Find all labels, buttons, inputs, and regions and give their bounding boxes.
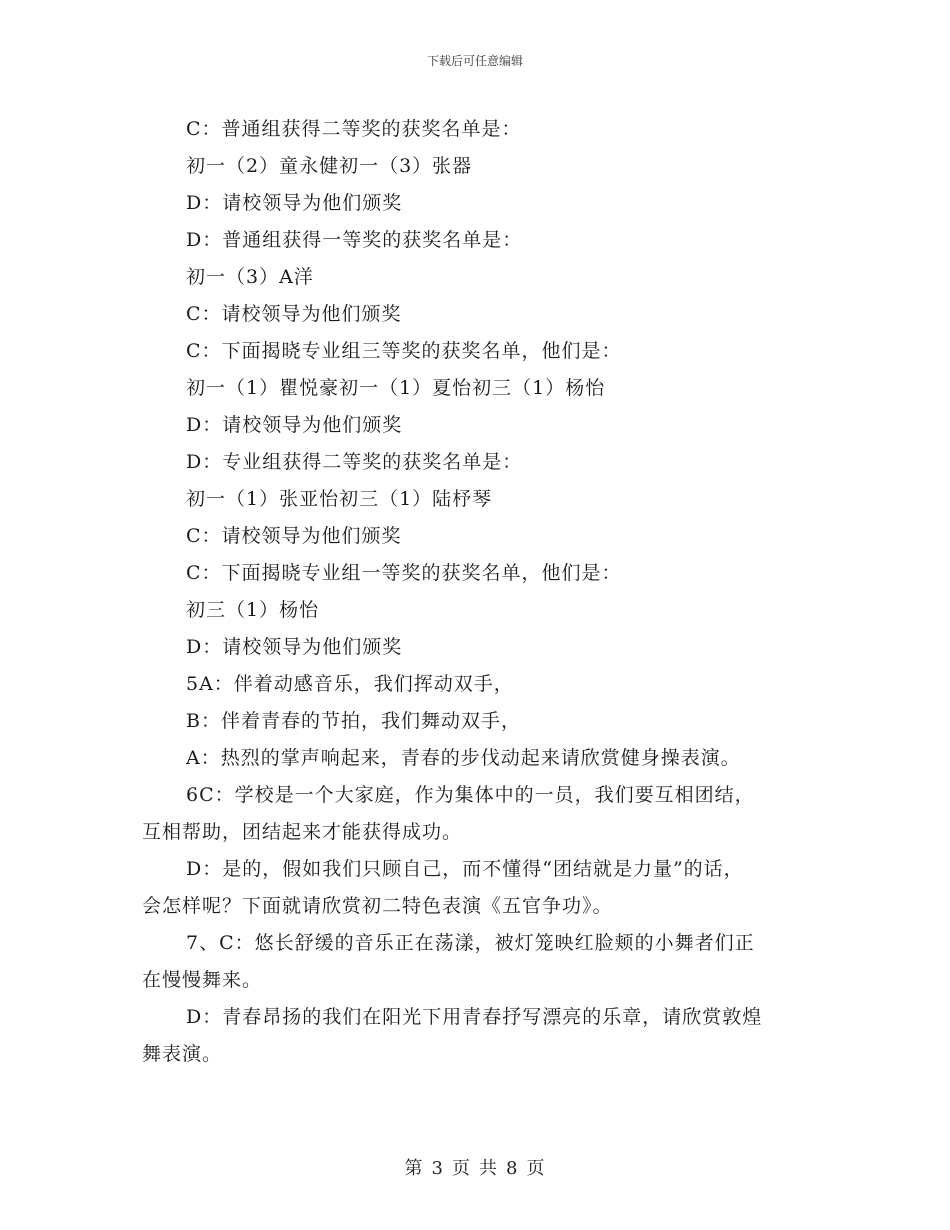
paragraph: [142, 999, 810, 1073]
page-header: 下载后可任意编辑: [426, 54, 523, 68]
text-line: 5A：伴着动感音乐，我们挥动双手，: [186, 673, 514, 695]
paragraph-continuation: 在慢慢舞来。: [142, 969, 263, 991]
text-line: 初一（1）瞿悦豪初一（1）夏怡初三（1）杨怡: [186, 377, 606, 399]
paragraph: [142, 777, 810, 851]
total-label: 共: [479, 1158, 498, 1179]
paragraph: [142, 851, 810, 925]
text-line: D：请校领导为他们颁奖: [186, 636, 403, 658]
paragraph-first-line: D：青春昂扬的我们在阳光下用青春抒写漂亮的乐章，请欣赏敦煌: [186, 1006, 763, 1028]
text-line: D：普通组获得一等奖的获奖名单是：: [186, 229, 523, 251]
paragraph-first-line: 7、C：悠长舒缓的音乐正在荡漾，被灯笼映红脸颊的小舞者们正: [186, 932, 755, 954]
text-line: 初一（1）张亚怡初三（1）陆杼琴: [186, 488, 493, 510]
text-line: 初一（3）A洋: [186, 266, 314, 288]
page-unit-label: 页: [452, 1158, 471, 1179]
text-line: D：专业组获得二等奖的获奖名单是：: [186, 451, 523, 473]
document-body: [142, 111, 810, 1073]
page-footer: [0, 1154, 950, 1180]
total-page-number: 8: [506, 1158, 519, 1179]
page-unit-label: 页: [526, 1158, 546, 1179]
page-label: 第: [404, 1158, 424, 1179]
text-line: C：请校领导为他们颁奖: [186, 525, 402, 547]
paragraph-continuation: 舞表演。: [142, 1043, 223, 1065]
text-line: B：伴着青春的节拍，我们舞动双手，: [186, 710, 521, 732]
text-line: C：普通组获得二等奖的获奖名单是：: [186, 118, 522, 140]
text-line: 初一（2）童永健初一（3）张器: [186, 155, 473, 177]
paragraph: [142, 925, 810, 999]
paragraph-continuation: 会怎样呢？下面就请欣赏初二特色表演《五官争功》。: [142, 895, 613, 917]
text-line: C：请校领导为他们颁奖: [186, 303, 402, 325]
paragraph-continuation: 互相帮助，团结起来才能获得成功。: [142, 821, 463, 843]
text-line: C：下面揭晓专业组三等奖的获奖名单，他们是：: [186, 340, 622, 362]
paragraph-first-line: D：是的，假如我们只顾自己，而不懂得“团结就是力量”的话，: [186, 858, 744, 880]
text-line: C：下面揭晓专业组一等奖的获奖名单，他们是：: [186, 562, 622, 584]
paragraph-first-line: 6C：学校是一个大家庭，作为集体中的一员，我们要互相团结，: [186, 784, 755, 806]
text-line: A：热烈的掌声响起来，青春的步伐动起来请欣赏健身操表演。: [186, 747, 741, 769]
text-line: D：请校领导为他们颁奖: [186, 414, 403, 436]
text-line: 初三（1）杨怡: [186, 599, 320, 621]
text-line: D：请校领导为他们颁奖: [186, 192, 403, 214]
current-page-number: 3: [431, 1158, 444, 1179]
